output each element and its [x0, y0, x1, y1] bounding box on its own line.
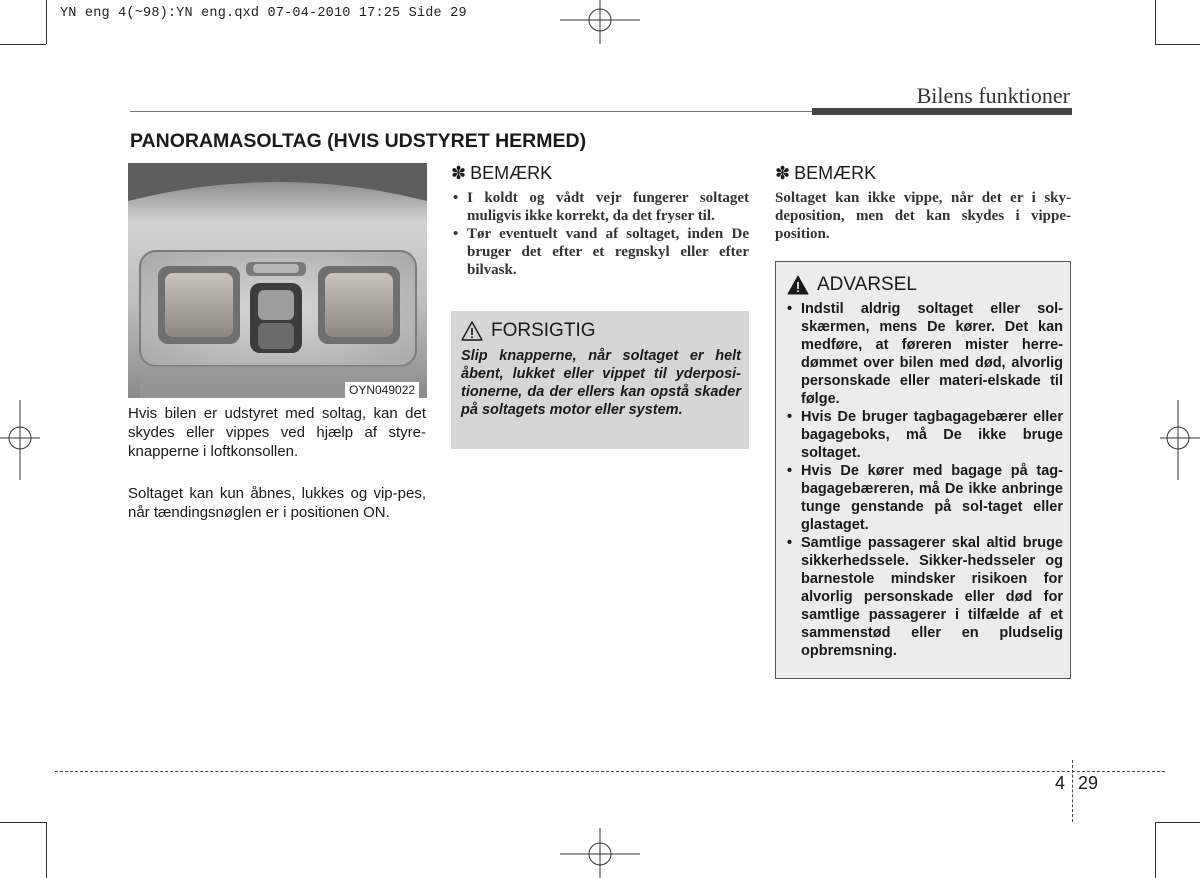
body-paragraph: Hvis bilen er udstyret med soltag, kan det skydes eller vippes ved hjælp af styre-knapperne i loftkonsollen. — [128, 405, 426, 460]
warning-triangle-outline-icon — [461, 321, 483, 341]
registration-mark-left — [0, 400, 40, 480]
list-item: • Samtlige passagerer skal altid bruge sikkerhedssele. Sikker-hedsseler og barnestole mindsker risikoen for alvorlig personskade eller død for samtlige passagerer i tilfælde af et sammenstød eller en pludselig opbremsning. — [785, 534, 1063, 660]
header-bar — [812, 108, 1072, 115]
note-list — [451, 189, 749, 279]
list-item: • Tør eventuelt vand af soltaget, inden De bruger det efter et regnskyl eller efter bilvask. — [451, 225, 749, 279]
note-text: Soltaget kan ikke vippe, når det er i sky-deposition, men det kan skydes i vippe-position. — [775, 190, 1071, 242]
note-star-icon: ✽ — [775, 163, 791, 183]
overhead-console-photo — [128, 163, 427, 398]
note-heading-label: BEMÆRK — [470, 163, 553, 183]
list-item: • Hvis De kører med bagage på tag-bagagebæreren, må De ikke anbringe tunge genstande på sol-taget eller glastaget. — [785, 462, 1063, 534]
warning-list — [785, 300, 1063, 660]
note-star-icon: ✽ — [451, 163, 467, 183]
caution-heading-label: FORSIGTIG — [491, 320, 596, 341]
note-heading — [775, 163, 876, 184]
header-rule — [130, 111, 812, 112]
warning-triangle-filled-icon — [787, 275, 809, 295]
caution-heading — [461, 320, 596, 342]
note-heading — [451, 163, 552, 184]
print-slug: YN eng 4(~98):YN eng.qxd 07-04-2010 17:25 Side 29 — [60, 6, 467, 21]
list-item: • Hvis De bruger tagbagagebærer eller bagageboks, må De ikke bruge soltaget. — [785, 408, 1063, 462]
list-item: • Indstil aldrig soltaget eller sol-skærmen, mens De kører. Det kan medføre, at føreren mister herre-dømmet over bilen med død, alvorlig personskade eller materi-elskade til følge. — [785, 300, 1063, 408]
footer-rule — [55, 771, 1165, 772]
warning-heading-label: ADVARSEL — [817, 274, 917, 295]
registration-mark-top — [560, 0, 640, 44]
footer-divider — [1072, 760, 1073, 822]
body-paragraph: Soltaget kan kun åbnes, lukkes og vip-pes, når tændingsnøglen er i positionen ON. — [128, 485, 426, 521]
photo-code: OYN049022 — [345, 382, 419, 398]
chapter-number: 4 — [1055, 773, 1066, 793]
section-header: Bilens funktioner — [916, 83, 1070, 108]
registration-mark-bottom — [560, 828, 640, 878]
caution-text: Slip knapperne, når soltaget er helt åbent, lukket eller vippet til yderposi-tionerne, da der ellers kan opstå skader på soltagets motor eller system. — [461, 348, 741, 418]
warning-heading — [787, 274, 917, 296]
list-item: • I koldt og vådt vejr fungerer soltaget muligvis ikke korrekt, da det fryser til. — [451, 189, 749, 225]
registration-mark-right — [1160, 400, 1200, 480]
page-title: PANORAMASOLTAG (HVIS UDSTYRET HERMED) — [130, 130, 587, 152]
page-number: 29 — [1078, 773, 1099, 793]
note-heading-label: BEMÆRK — [794, 163, 877, 183]
